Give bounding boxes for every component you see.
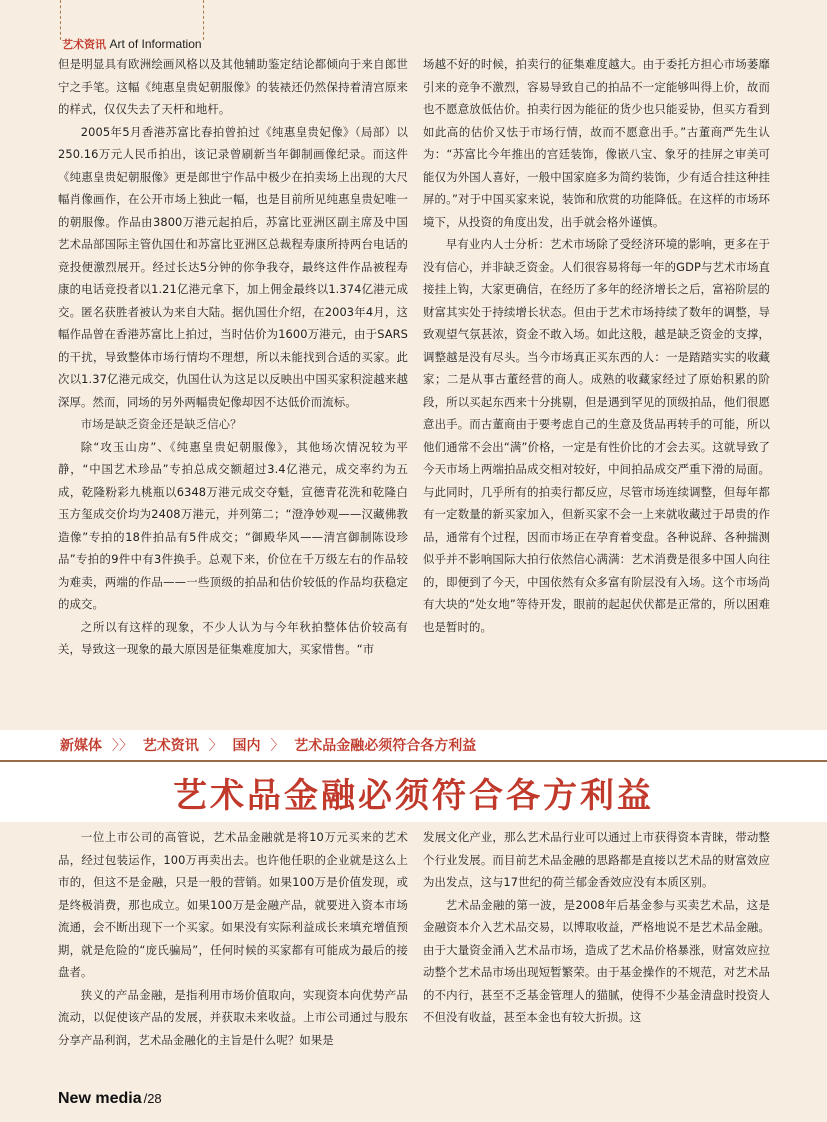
- page-footer: [58, 1088, 162, 1108]
- paragraph: 早有业内人士分析：艺术市场除了受经济环境的影响，更多在于没有信心，并非缺乏资金。人们很容易将每一年的GDP与艺术市场直接挂上钩，大家更确信，在经历了多年的经济增长之后，富裕阶层的财富其实处于持续增长状态。但由于艺术市场持续了数年的调整，导致观望气氛甚浓，资金不敢入场。如此这般，越是缺乏资金的支撑，调整越是没有尽头。当今市场真正买东西的人：一是踏踏实实的收藏家；二是从事古董经营的商人。成熟的收藏家经过了原始积累的阶段，所以买起东西来十分挑剔，但是遇到罕见的顶级拍品，他们很愿意出手。而古董商由于要考虑自己的生意及货品再转手的可能，所以他们通常不会出“满”价格，一定是有性价比的才会去买。这就导致了今天市场上两端拍品成交相对较好，中间拍品成交严重下滑的局面。与此同时，几乎所有的拍卖行都反应，尽管市场连续调整，但每年都有一定数量的新买家加入，但新买家不会一上来就收藏过于昂贵的作品，通常有个过程，因而市场正在孕育着变盘。各种说辞、各种揣测似乎并不影响国际大拍行依然信心满满：艺术消费是很多中国人向往的，即便到了今天，中国依然有众多富有阶层没有入场。这个市场尚有大块的“处女地”等待开发，眼前的起起伏伏都是正常的，所以困难也是暂时的。: [423, 237, 770, 634]
- subheading: 市场是缺乏资金还是缺乏信心？: [80, 417, 242, 431]
- paragraph: 但是明显具有欧洲绘画风格以及其他辅助鉴定结论都倾向于来自郎世宁之手笔。这幅《纯惠皇贵妃朝服像》的装裱还仍然保持着清宫原来的样式，仅仅失去了天杆和地杆。: [58, 57, 408, 116]
- page-number: /28: [143, 1091, 162, 1106]
- footer-brand: New media: [58, 1090, 142, 1107]
- top-left-column: [58, 53, 408, 715]
- top-right-column: [423, 53, 770, 715]
- paragraph: 之所以有这样的现象，不少人认为与今年秋拍整体估价较高有关，导致这一现象的最大原因是征集难度加大，买家惜售。“市: [58, 619, 408, 656]
- breadcrumb-new-media[interactable]: 新媒体: [60, 738, 102, 754]
- header-rule-right: [203, 0, 204, 40]
- paragraph: 发展文化产业，那么艺术品行业可以通过上市获得资本青睐，带动整个行业发展。而目前艺术品金融的思路都是直接以艺术品的财富效应为出发点，这与17世纪的荷兰郁金香效应没有本质区别。: [423, 830, 770, 889]
- breadcrumb-domestic[interactable]: 国内: [232, 738, 261, 754]
- section-label-en: Art of Information: [109, 37, 202, 51]
- paragraph: 除“攻玉山房”、《纯惠皇贵妃朝服像》，其他场次情况较为平静，“中国艺术珍品”专拍总成交额超过3.4亿港元，成交率约为五成，乾隆粉彩九桃瓶以6348万港元成交夺魁，宣德青花洗和乾隆白玉方玺成交价均为2408万港元，并列第二；“澄净妙观——汉藏佛教造像”专拍的18件拍品有5件成交；“御殿华风——清宫御制陈设珍品”专拍的9件中有3件换手。总观下来，价位在千万级左右的作品较为难卖，两端的作品——一些顶级的拍品和估价较低的作品均获稳定的成交。: [58, 439, 408, 611]
- header-rule-left: [60, 0, 61, 40]
- breadcrumb-separator: 〉: [208, 738, 223, 754]
- breadcrumb-art-info[interactable]: 艺术资讯: [142, 738, 199, 754]
- breadcrumb-current: 艺术品金融必须符合各方利益: [294, 738, 477, 754]
- paragraph: 一位上市公司的高管说，艺术品金融就是将10万元买来的艺术品，经过包装运作，100万再卖出去。也许他任职的企业就是这么上市的，但这不是金融，只是一般的营销。如果100万是价值发现，或是终极消费，那也成立。如果100万是金融产品，就要进入资本市场流通，会不断出现下一个买家。如果没有实际利益成长来填充增值预期，就是危险的“庞氏骗局”，任何时候的买家都有可能成为最后的接盘者。: [58, 830, 408, 979]
- paragraph: 狭义的产品金融，是指利用市场价值取向，实现资本向优势产品流动，以促使该产品的发展，并获取未来收益。上市公司通过与股东分享产品利润，艺术品金融化的主旨是什么呢？如果是: [58, 987, 408, 1047]
- paragraph: 场越不好的时候，拍卖行的征集难度越大。由于委托方担心市场萎靡引来的竞争不激烈，容易导致自己的拍品不一定能够叫得上价，故而也不愿意放低估价。拍卖行因为能征的货少也只能妥协，但买方看到如此高的估价又怯于市场行情，故而不愿意出手。”古董商严先生认为：“苏富比今年推出的宫廷装饰，像嵌八宝、象牙的挂屏之审美可能仅为外国人喜好，一般中国家庭多为简约装饰，少有适合挂这种挂屏的。”对于中国买家来说，装饰和欣赏的功能降低。在这样的市场环境下，从投资的角度出发，出手就会格外谨慎。: [423, 57, 770, 229]
- breadcrumb-separator: 〉〉: [111, 738, 133, 754]
- bottom-right-column: [423, 826, 770, 1074]
- section-header: [62, 36, 202, 52]
- breadcrumb-divider: [0, 760, 827, 762]
- breadcrumb: [60, 735, 476, 755]
- breadcrumb-separator: 〉: [270, 738, 285, 754]
- bottom-left-column: [58, 826, 408, 1074]
- article-title: 艺术品金融必须符合各方利益: [173, 776, 654, 816]
- paragraph: 2005年5月香港苏富比春拍曾拍过《纯惠皇贵妃像》（局部）以250.16万元人民币拍出，该记录曾刷新当年御制画像纪录。而这件《纯惠皇贵妃朝服像》更是郎世宁作品中极少在拍卖场上出现的大尺幅肖像画作，在公开市场上独此一幅，也是目前所见纯惠皇贵妃唯一的朝服像。作品由3800万港元起拍后，苏富比亚洲区副主席及中国艺术品部国际主管仇国仕和苏富比亚洲区总裁程寿康所持两台电话的竞投便激烈展开。经过长达5分钟的你争我夺，最终这件作品被程寿康的电话竞投者以1.21亿港元拿下，加上佣金最终以1.374亿港元成交。匿名获胜者被认为来自大陆。据仇国仕介绍，在2003年4月，这幅作品曾在香港苏富比上拍过，当时估价为1600万港元，由于SARS的干扰，导致整体市场行情均不理想，所以未能找到合适的买家。此次以1.37亿港元成交，仇国仕认为这足以反映出中国买家积淀越来越深厚。然而，同场的另外两幅贵妃像却因不达低价而流标。: [58, 124, 408, 409]
- paragraph: 艺术品金融的第一波，是2008年后基金参与买卖艺术品，这是金融资本介入艺术品交易，以博取收益，严格地说不是艺术品金融。由于大量资金涌入艺术品市场，造成了艺术品价格暴涨，财富效应拉动整个艺术品市场出现短暂繁荣。由于基金操作的不规范，对艺术品的不内行，甚至不乏基金管理人的猫腻，使得不少基金清盘时投资人不但没有收益，甚至本金也有较大折损。这: [423, 897, 770, 1024]
- section-label-zh: 艺术资讯: [62, 38, 106, 51]
